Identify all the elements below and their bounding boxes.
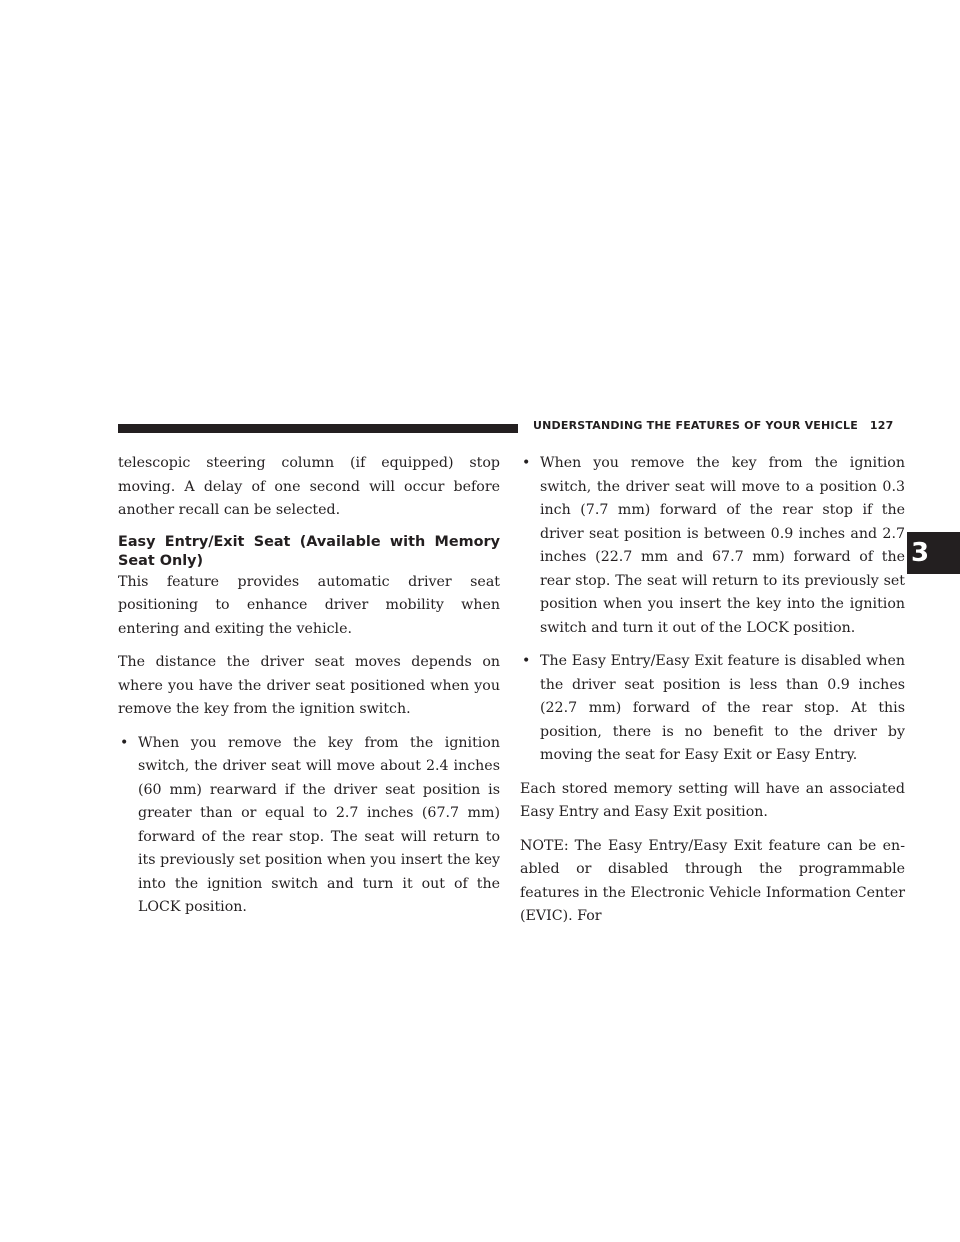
note-label: NOTE:: [520, 837, 569, 854]
list-item: [118, 732, 500, 920]
list-item-text: When you remove the key from the ignition switch, the driver seat will move to a position 0.3 inch (7.7 mm) forward of the rear stop if the driver seat position is between 0.9 inches and 2.7 inches (22.7 mm and 67.7 mm) forward of the rear stop. The seat will return to its previously set position when you insert the key into the ignition switch and turn it out of the LOCK position.: [540, 455, 905, 636]
header-rule: [118, 424, 518, 433]
bullet-list: [118, 732, 500, 920]
bullet-icon: •: [120, 734, 129, 751]
right-column: [520, 452, 905, 939]
bullet-icon: •: [522, 455, 531, 471]
bullet-list: [520, 452, 905, 768]
list-item: [520, 650, 905, 768]
left-column: [118, 452, 500, 930]
chapter-tab: 3: [907, 532, 960, 574]
paragraph: Each stored memory setting will have an associated Easy Entry and Easy Exit position.: [520, 780, 905, 820]
paragraph: This feature provides automatic driver seat positioning to enhance driver mobility when entering and exiting the vehicle.: [118, 573, 500, 637]
section-title: UNDERSTANDING THE FEATURES OF YOUR VEHICLE: [533, 419, 858, 432]
bullet-icon: •: [522, 653, 531, 669]
section-heading: Easy Entry/Exit Seat (Available with Memory Seat Only): [118, 533, 500, 569]
running-header: [533, 419, 893, 432]
list-item-text: The Easy Entry/Easy Exit feature is disabled when the driver seat position is less than 0.9 inches (22.7 mm) forward of the rear stop. At this position, there is no benefit to the driver by moving the seat for Easy Exit or Easy Entry.: [540, 653, 905, 763]
list-item-text: When you remove the key from the ignition switch, the driver seat will move about 2.4 inches (60 mm) rearward if the driver seat position is greater than or equal to 2.7 inches (67.7 mm) forward of the rear stop. The seat will return to its previously set position when you insert the key into the ignition switch and turn it out of the LOCK position.: [138, 734, 500, 915]
note-text: The Easy Entry/Easy Exit feature can be en-abled or disabled through the programmable features in the Electronic Vehicle Information Center (EVIC). For: [520, 837, 905, 924]
page-number: 127: [869, 419, 894, 432]
paragraph: The distance the driver seat moves depends on where you have the driver seat positioned when you remove the key from the ignition switch.: [118, 654, 500, 717]
intro-paragraph: telescopic steering column (if equipped) stop moving. A delay of one second will occur before another recall can be selected.: [118, 455, 500, 518]
note-paragraph: [520, 835, 905, 929]
list-item: [520, 452, 905, 640]
